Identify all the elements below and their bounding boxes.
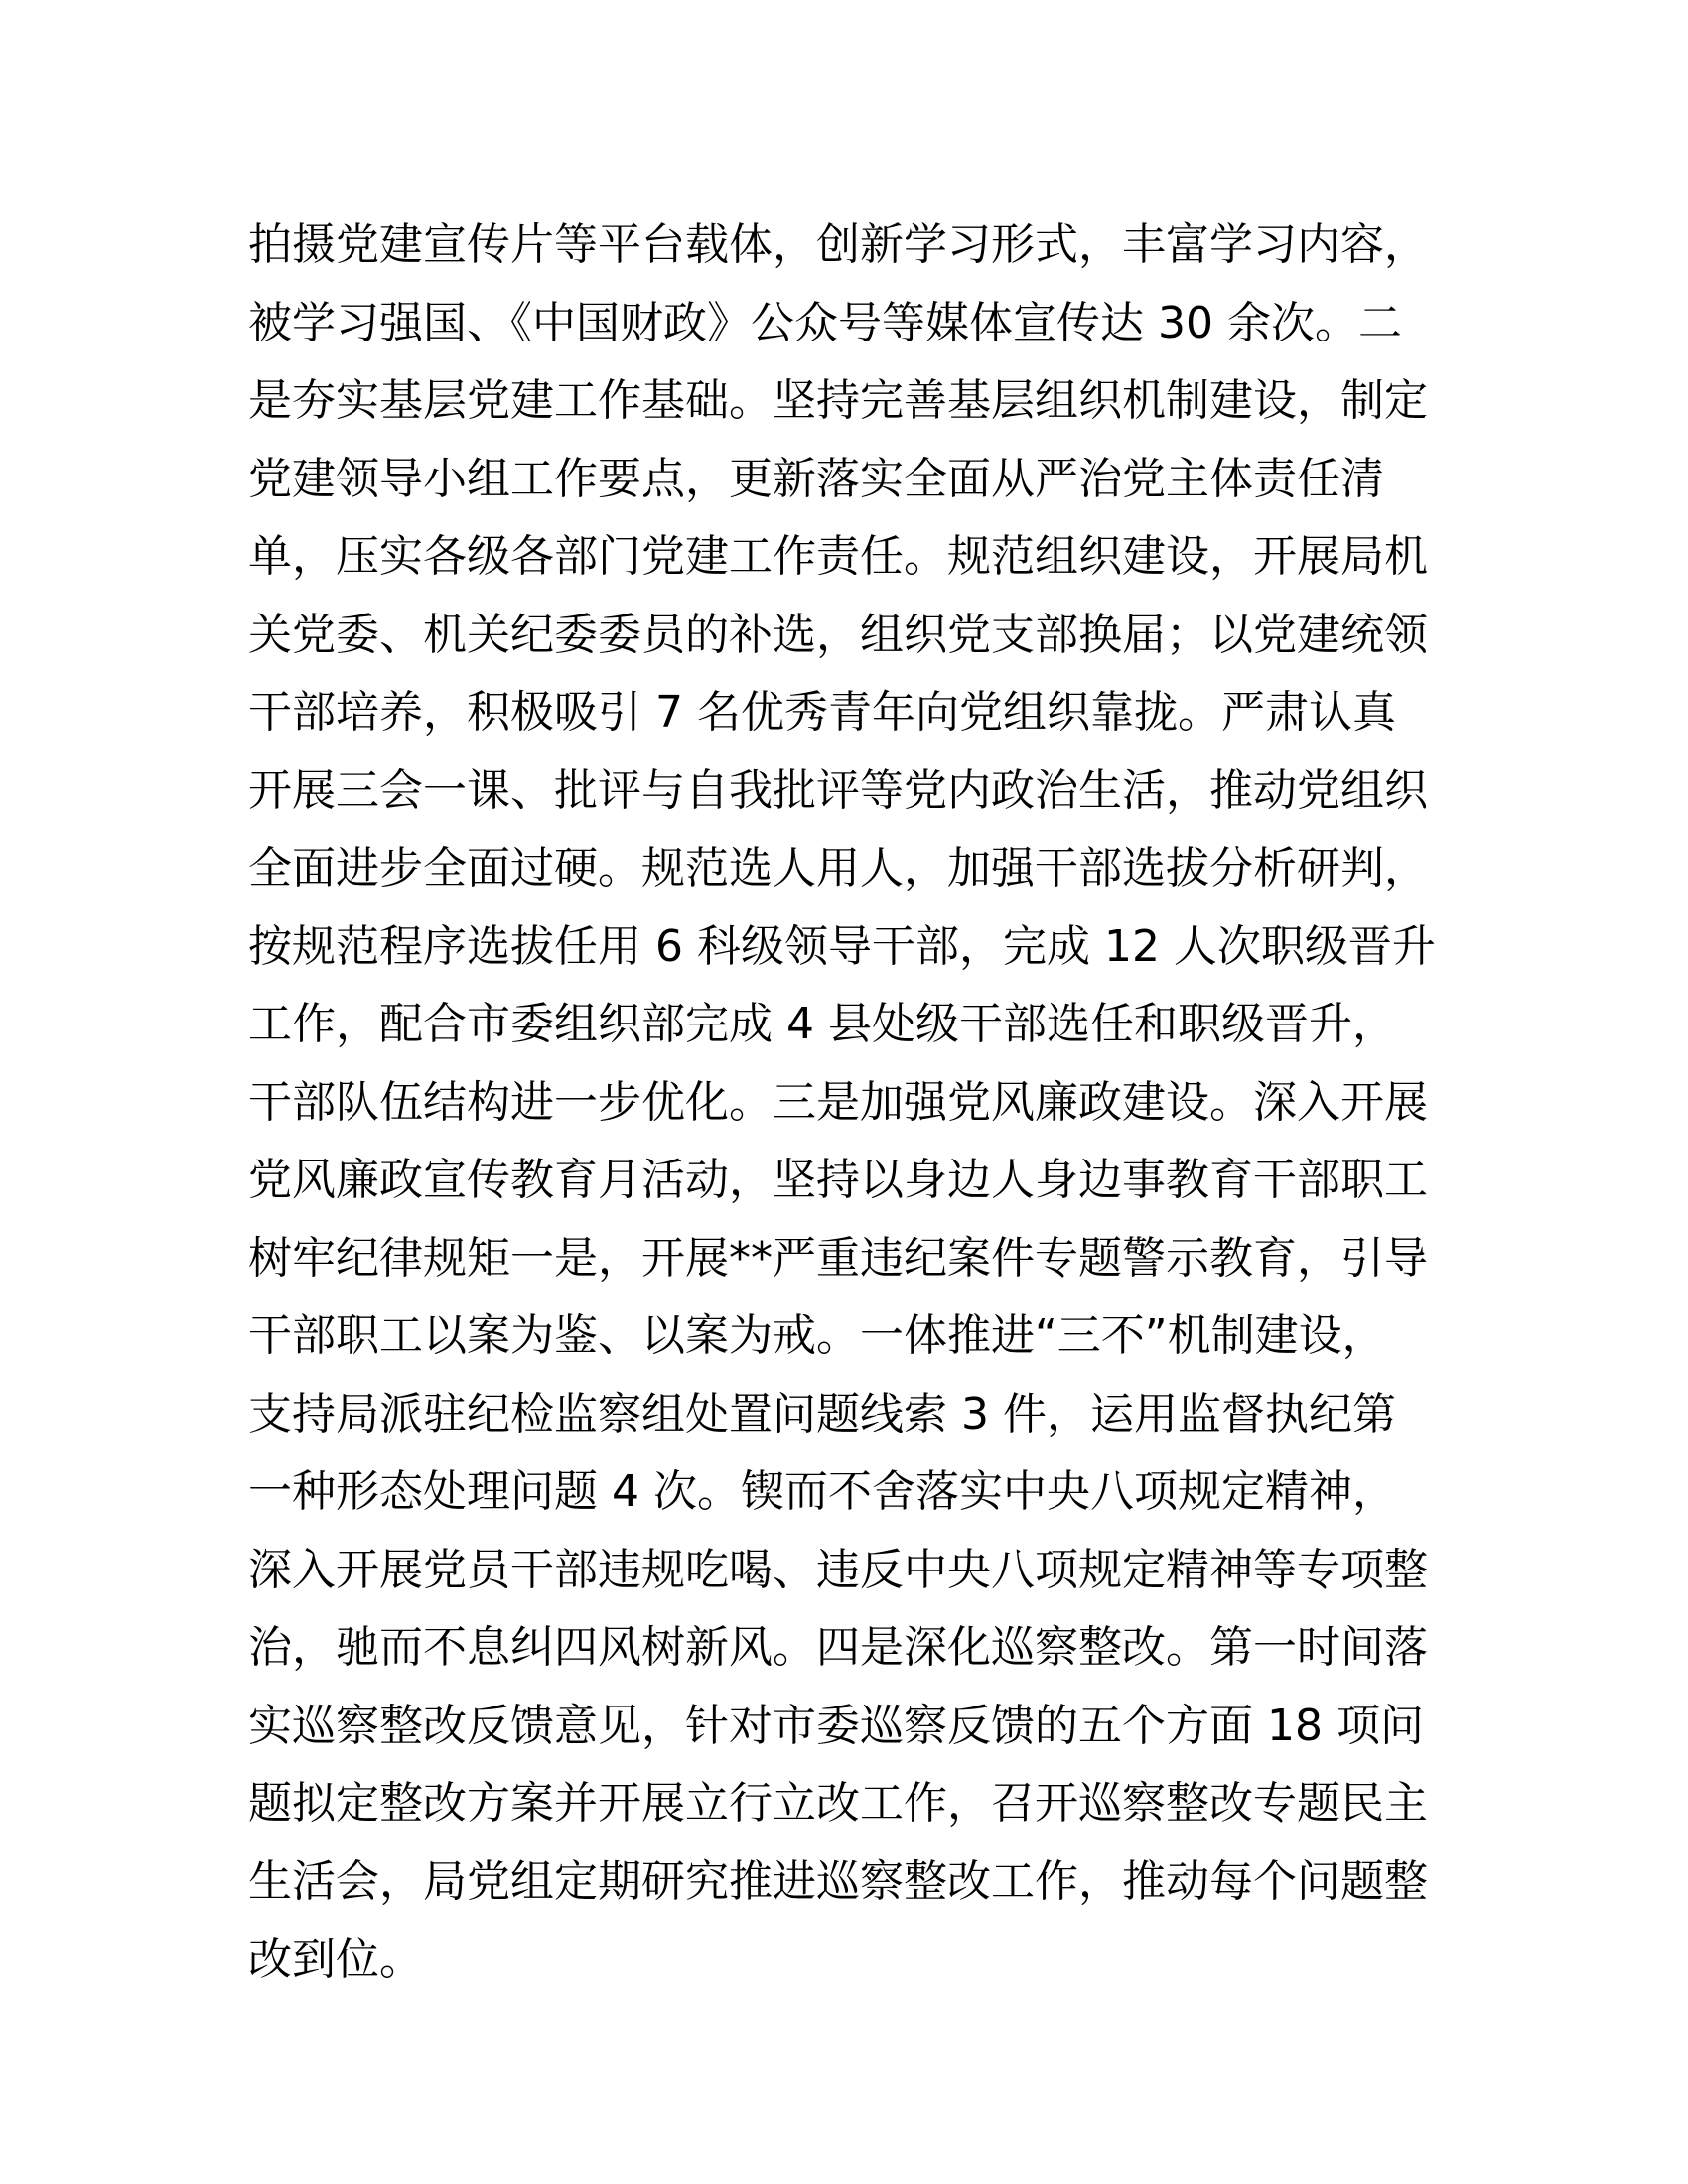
text-line: 党建领导小组工作要点，更新落实全面从严治党主体责任清 bbox=[248, 453, 1384, 504]
text-line: 深入开展党员干部违规吃喝、违反中央八项规定精神等专项整 bbox=[248, 1544, 1428, 1595]
text-line: 题拟定整改方案并开展立行立改工作，召开巡察整改专题民主 bbox=[248, 1778, 1428, 1829]
text-line: 全面进步全面过硬。规范选人用人，加强干部选拔分析研判， bbox=[248, 843, 1428, 893]
text-line: 树牢纪律规矩一是，开展**严重违纪案件专题警示教育，引导 bbox=[248, 1232, 1428, 1284]
text-line: 支持局派驻纪检监察组处置问题线索 3 件，运用监督执纪第 bbox=[248, 1388, 1396, 1439]
text-line: 工作，配合市委组织部完成 4 县处级干部选任和职级晋升， bbox=[248, 999, 1396, 1049]
text-line: 干部培养，积极吸引 7 名优秀青年向党组织靠拢。严肃认真 bbox=[248, 687, 1396, 738]
text-line: 一种形态处理问题 4 次。锲而不舍落实中央八项规定精神， bbox=[248, 1466, 1396, 1517]
text-line: 被学习强国、《中国财政》公众号等媒体宣传达 30 余次。二 bbox=[248, 297, 1402, 348]
text-line: 党风廉政宣传教育月活动，坚持以身边人身边事教育干部职工 bbox=[248, 1155, 1428, 1205]
text-line: 生活会，局党组定期研究推进巡察整改工作，推动每个问题整 bbox=[248, 1855, 1428, 1907]
text-line: 关党委、机关纪委委员的补选，组织党支部换届；以党建统领 bbox=[248, 609, 1428, 660]
text-line: 开展三会一课、批评与自我批评等党内政治生活，推动党组织 bbox=[248, 764, 1428, 816]
text-line: 拍摄党建宣传片等平台载体，创新学习形式，丰富学习内容， bbox=[248, 219, 1428, 270]
body-paragraph bbox=[248, 206, 1440, 1999]
text-line: 单，压实各级各部门党建工作责任。规范组织建设，开展局机 bbox=[248, 531, 1428, 582]
text-line: 是夯实基层党建工作基础。坚持完善基层组织机制建设，制定 bbox=[248, 375, 1428, 426]
text-line: 干部队伍结构进一步优化。三是加强党风廉政建设。深入开展 bbox=[248, 1076, 1428, 1128]
text-line: 按规范程序选拔任用 6 科级领导干部，完成 12 人次职级晋升 bbox=[248, 920, 1436, 972]
text-line: 干部职工以案为鉴、以案为戒。一体推进“三不”机制建设， bbox=[248, 1310, 1386, 1361]
text-line: 改到位。 bbox=[248, 1934, 423, 1984]
text-line: 治，驰而不息纠四风树新风。四是深化巡察整改。第一时间落 bbox=[248, 1622, 1428, 1673]
text-line: 实巡察整改反馈意见，针对市委巡察反馈的五个方面 18 项问 bbox=[248, 1700, 1424, 1751]
